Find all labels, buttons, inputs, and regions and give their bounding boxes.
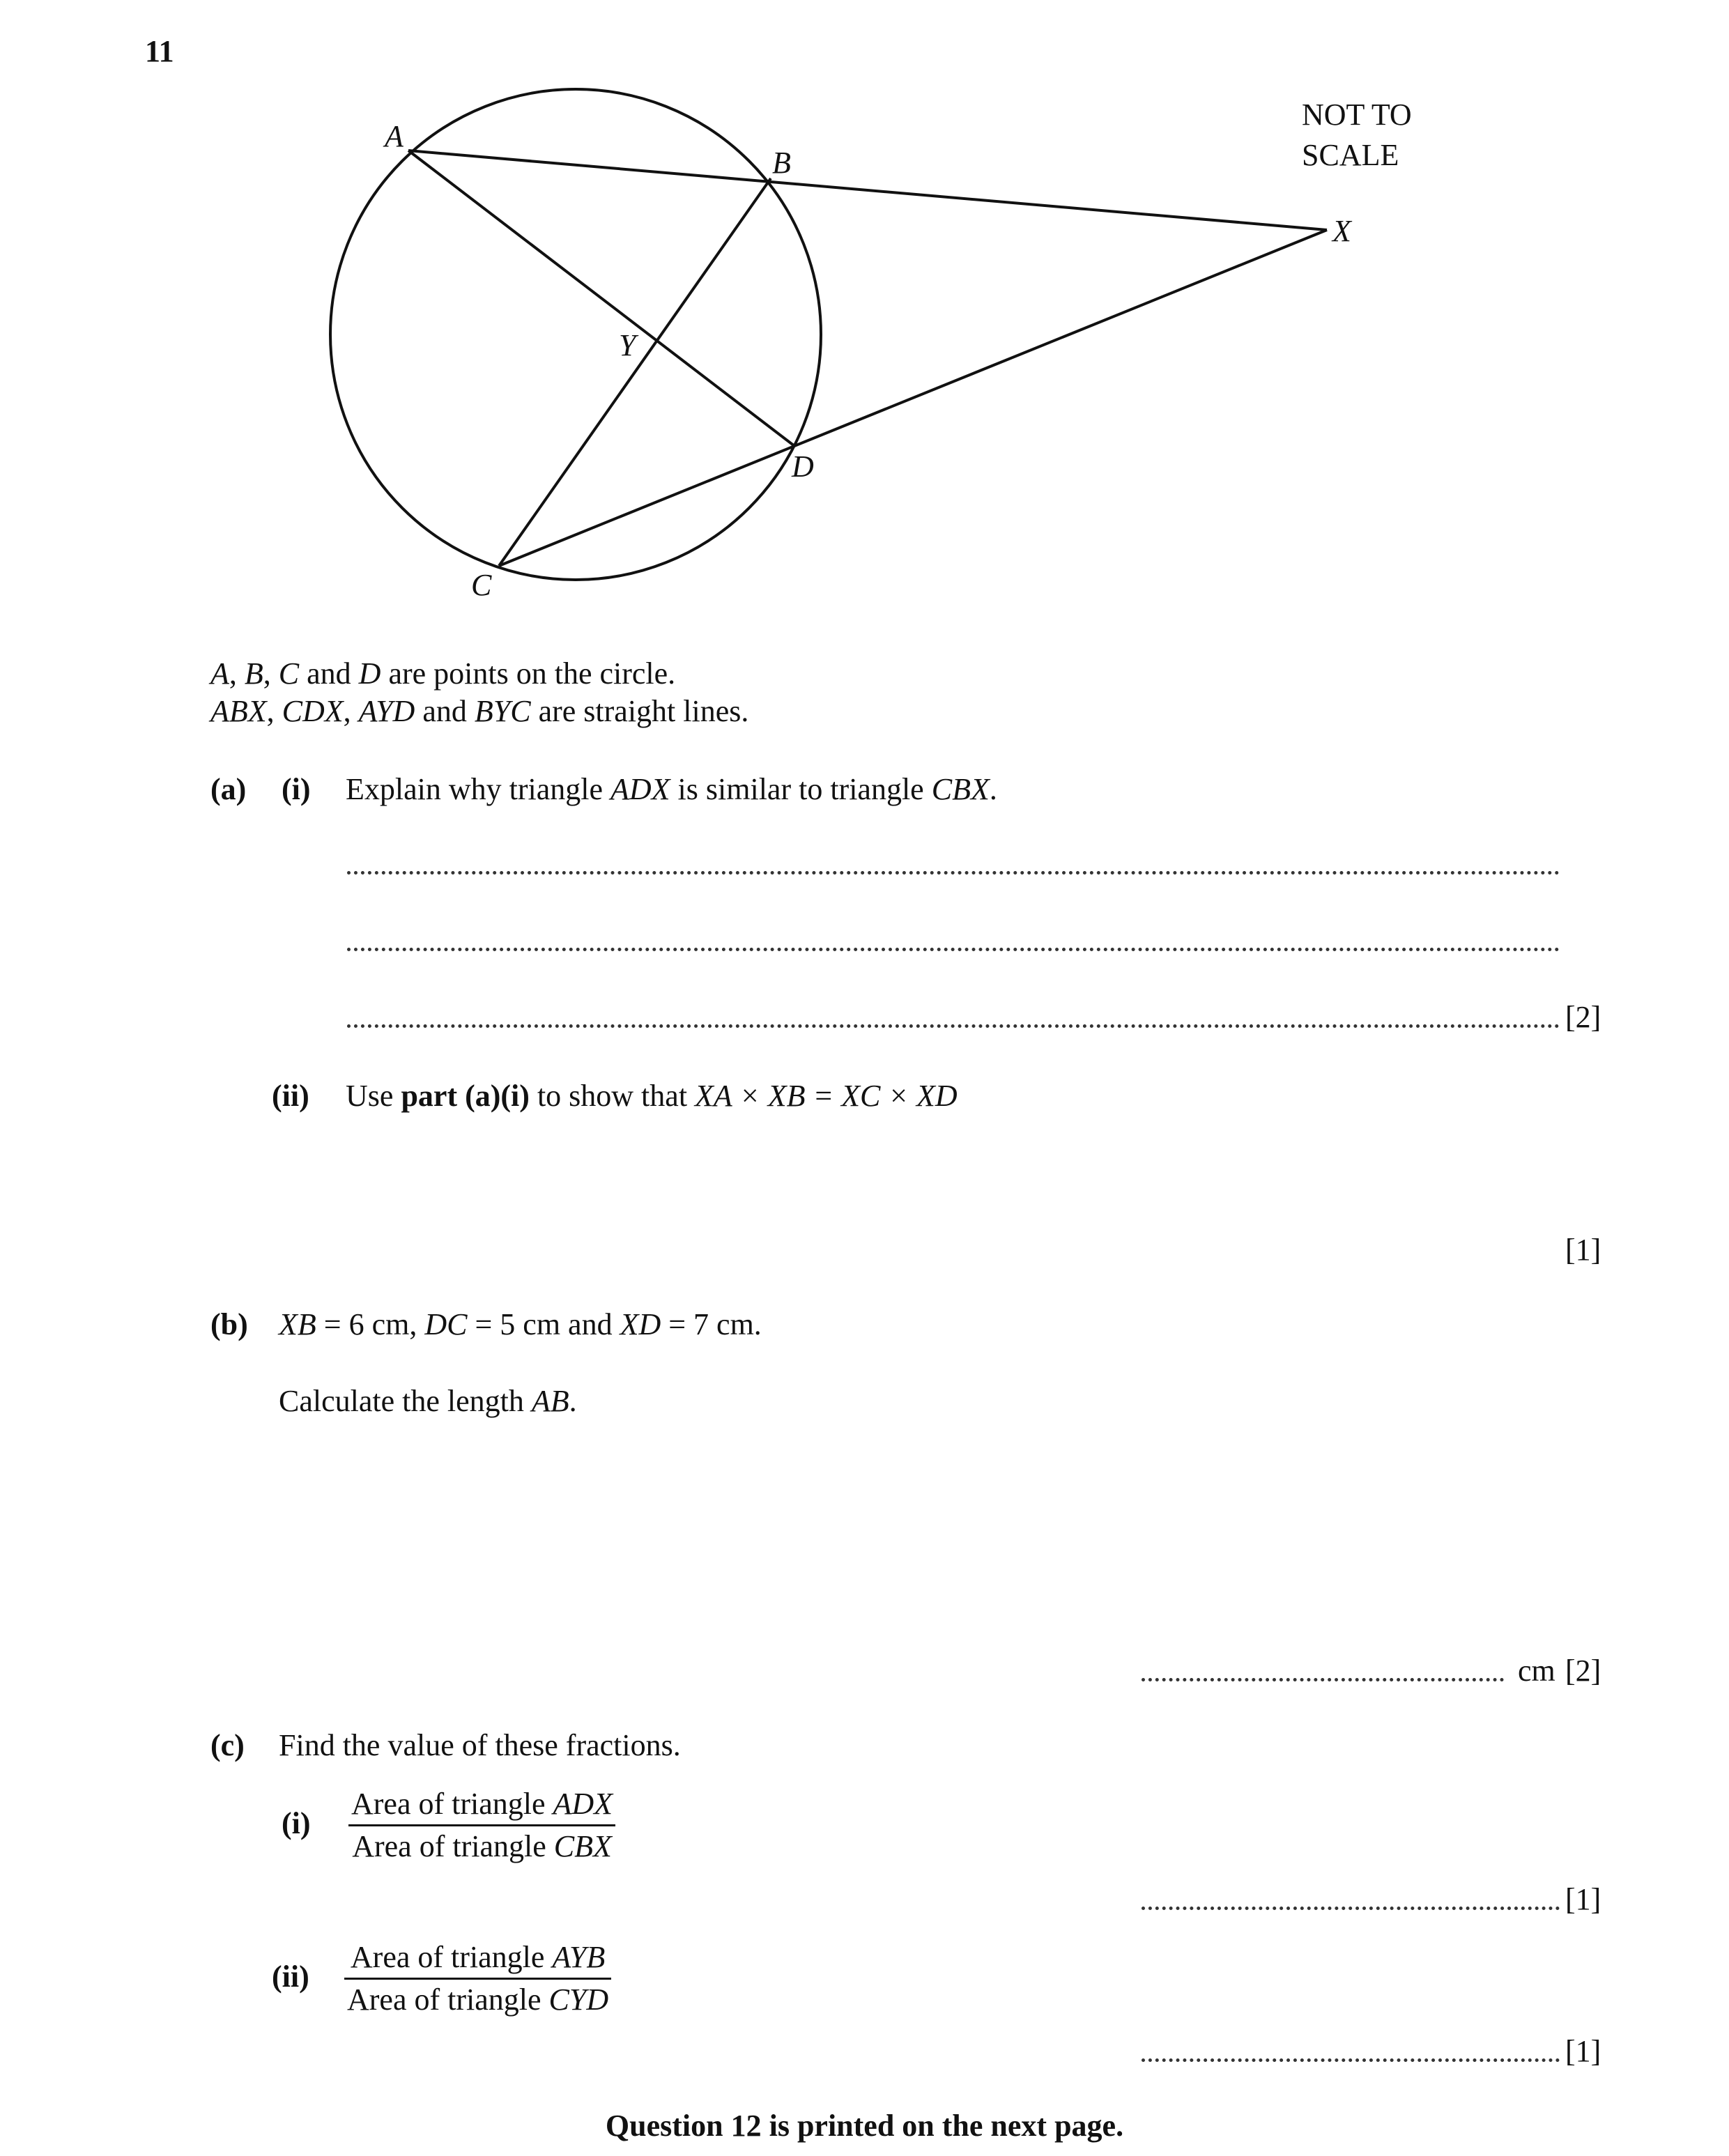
var: CDX — [282, 694, 344, 728]
label-x: X — [1332, 214, 1351, 248]
marks-a-ii: [1] — [1565, 1233, 1601, 1267]
circle — [330, 89, 821, 580]
var: A — [210, 656, 229, 691]
text: is similar to triangle — [670, 772, 932, 806]
part-a-label: (a) — [210, 772, 247, 806]
var: AB — [531, 1384, 569, 1418]
part-a-ii-label: (ii) — [272, 1079, 309, 1113]
text: . — [569, 1384, 577, 1418]
text: , — [263, 656, 279, 691]
label-d: D — [792, 449, 814, 484]
var: CBX — [553, 1829, 612, 1863]
text: and — [299, 656, 359, 691]
var: D — [358, 656, 381, 691]
footer-note: Question 12 is printed on the next page. — [605, 2109, 1124, 2143]
part-a-ii-question — [346, 1077, 958, 1115]
bold-reference: part (a)(i) — [401, 1079, 530, 1113]
answer-line-b[interactable] — [1142, 1678, 1504, 1681]
answer-line-c-i[interactable] — [1142, 1907, 1560, 1910]
text: , — [229, 656, 245, 691]
text: Area of triangle — [352, 1829, 554, 1863]
var: DC — [424, 1307, 468, 1341]
text: are points on the circle. — [381, 656, 676, 691]
answer-line-a-i-3[interactable] — [347, 1024, 1560, 1028]
text: Area of triangle — [351, 1787, 553, 1821]
var: XB — [279, 1307, 316, 1341]
marks-c-i: [1] — [1565, 1882, 1601, 1916]
text: Area of triangle — [350, 1940, 553, 1974]
var: C — [278, 656, 300, 691]
answer-line-a-i-1[interactable] — [347, 871, 1560, 875]
answer-line-a-i-2[interactable] — [347, 948, 1560, 951]
marks-c-ii: [1] — [1565, 2034, 1601, 2068]
fraction-c-i-numerator — [348, 1784, 615, 1826]
var: B — [244, 656, 263, 691]
var: CBX — [931, 772, 990, 806]
var: ADX — [553, 1787, 613, 1821]
line-ayd — [408, 151, 794, 446]
not-to-scale-line-2: SCALE — [1302, 138, 1399, 172]
part-c-ii-label: (ii) — [272, 1959, 309, 1994]
answer-line-c-ii[interactable] — [1142, 2058, 1560, 2062]
part-c-label: (c) — [210, 1728, 245, 1762]
answer-unit-b: cm — [1518, 1654, 1555, 1688]
var: ADX — [610, 772, 670, 806]
var: ABX — [210, 694, 267, 728]
var: CYD — [548, 1982, 609, 2017]
line-abx — [408, 151, 1327, 230]
var: AYD — [358, 694, 415, 728]
text: = 6 cm, — [316, 1307, 425, 1341]
marks-a-i: [2] — [1565, 1000, 1601, 1034]
label-c: C — [471, 568, 492, 602]
part-a-i-question — [346, 771, 997, 808]
label-b: B — [772, 146, 791, 180]
text: , — [343, 694, 359, 728]
text: to show that — [529, 1079, 696, 1113]
not-to-scale-line-1: NOT TO — [1302, 98, 1412, 132]
line-byc — [499, 178, 771, 566]
fraction-c-ii-numerator — [344, 1937, 611, 1980]
part-a-i-label: (i) — [282, 772, 311, 806]
intro-line-2 — [210, 693, 748, 730]
text: = 5 cm and — [467, 1307, 620, 1341]
label-a: A — [385, 119, 404, 153]
not-to-scale-note — [1302, 95, 1412, 176]
fraction-c-i — [348, 1784, 615, 1867]
equation: XA × XB = XC × XD — [695, 1079, 958, 1113]
intro-line-1 — [210, 655, 675, 693]
text: Area of triangle — [347, 1982, 549, 2017]
circle-diagram — [0, 0, 1729, 627]
marks-b: [2] — [1565, 1654, 1601, 1688]
fraction-c-ii — [344, 1937, 611, 2020]
part-b-question — [279, 1383, 577, 1420]
part-b-given — [279, 1306, 762, 1343]
part-c-intro: Find the value of these fractions. — [279, 1728, 681, 1762]
part-c-i-label: (i) — [282, 1806, 311, 1840]
text: Explain why triangle — [346, 772, 611, 806]
label-y: Y — [619, 328, 636, 362]
text: , — [266, 694, 282, 728]
text: are straight lines. — [530, 694, 749, 728]
text: and — [415, 694, 475, 728]
text: Use — [346, 1079, 401, 1113]
var: AYB — [552, 1940, 606, 1974]
text: = 7 cm. — [661, 1307, 762, 1341]
part-b-label: (b) — [210, 1307, 248, 1341]
text: Calculate the length — [279, 1384, 532, 1418]
fraction-c-i-denominator — [348, 1826, 615, 1867]
line-cdx — [499, 230, 1327, 566]
fraction-c-ii-denominator — [344, 1980, 611, 2020]
page-number: 11 — [145, 34, 174, 68]
var: XD — [620, 1307, 661, 1341]
var: BYC — [474, 694, 531, 728]
text: . — [989, 772, 997, 806]
